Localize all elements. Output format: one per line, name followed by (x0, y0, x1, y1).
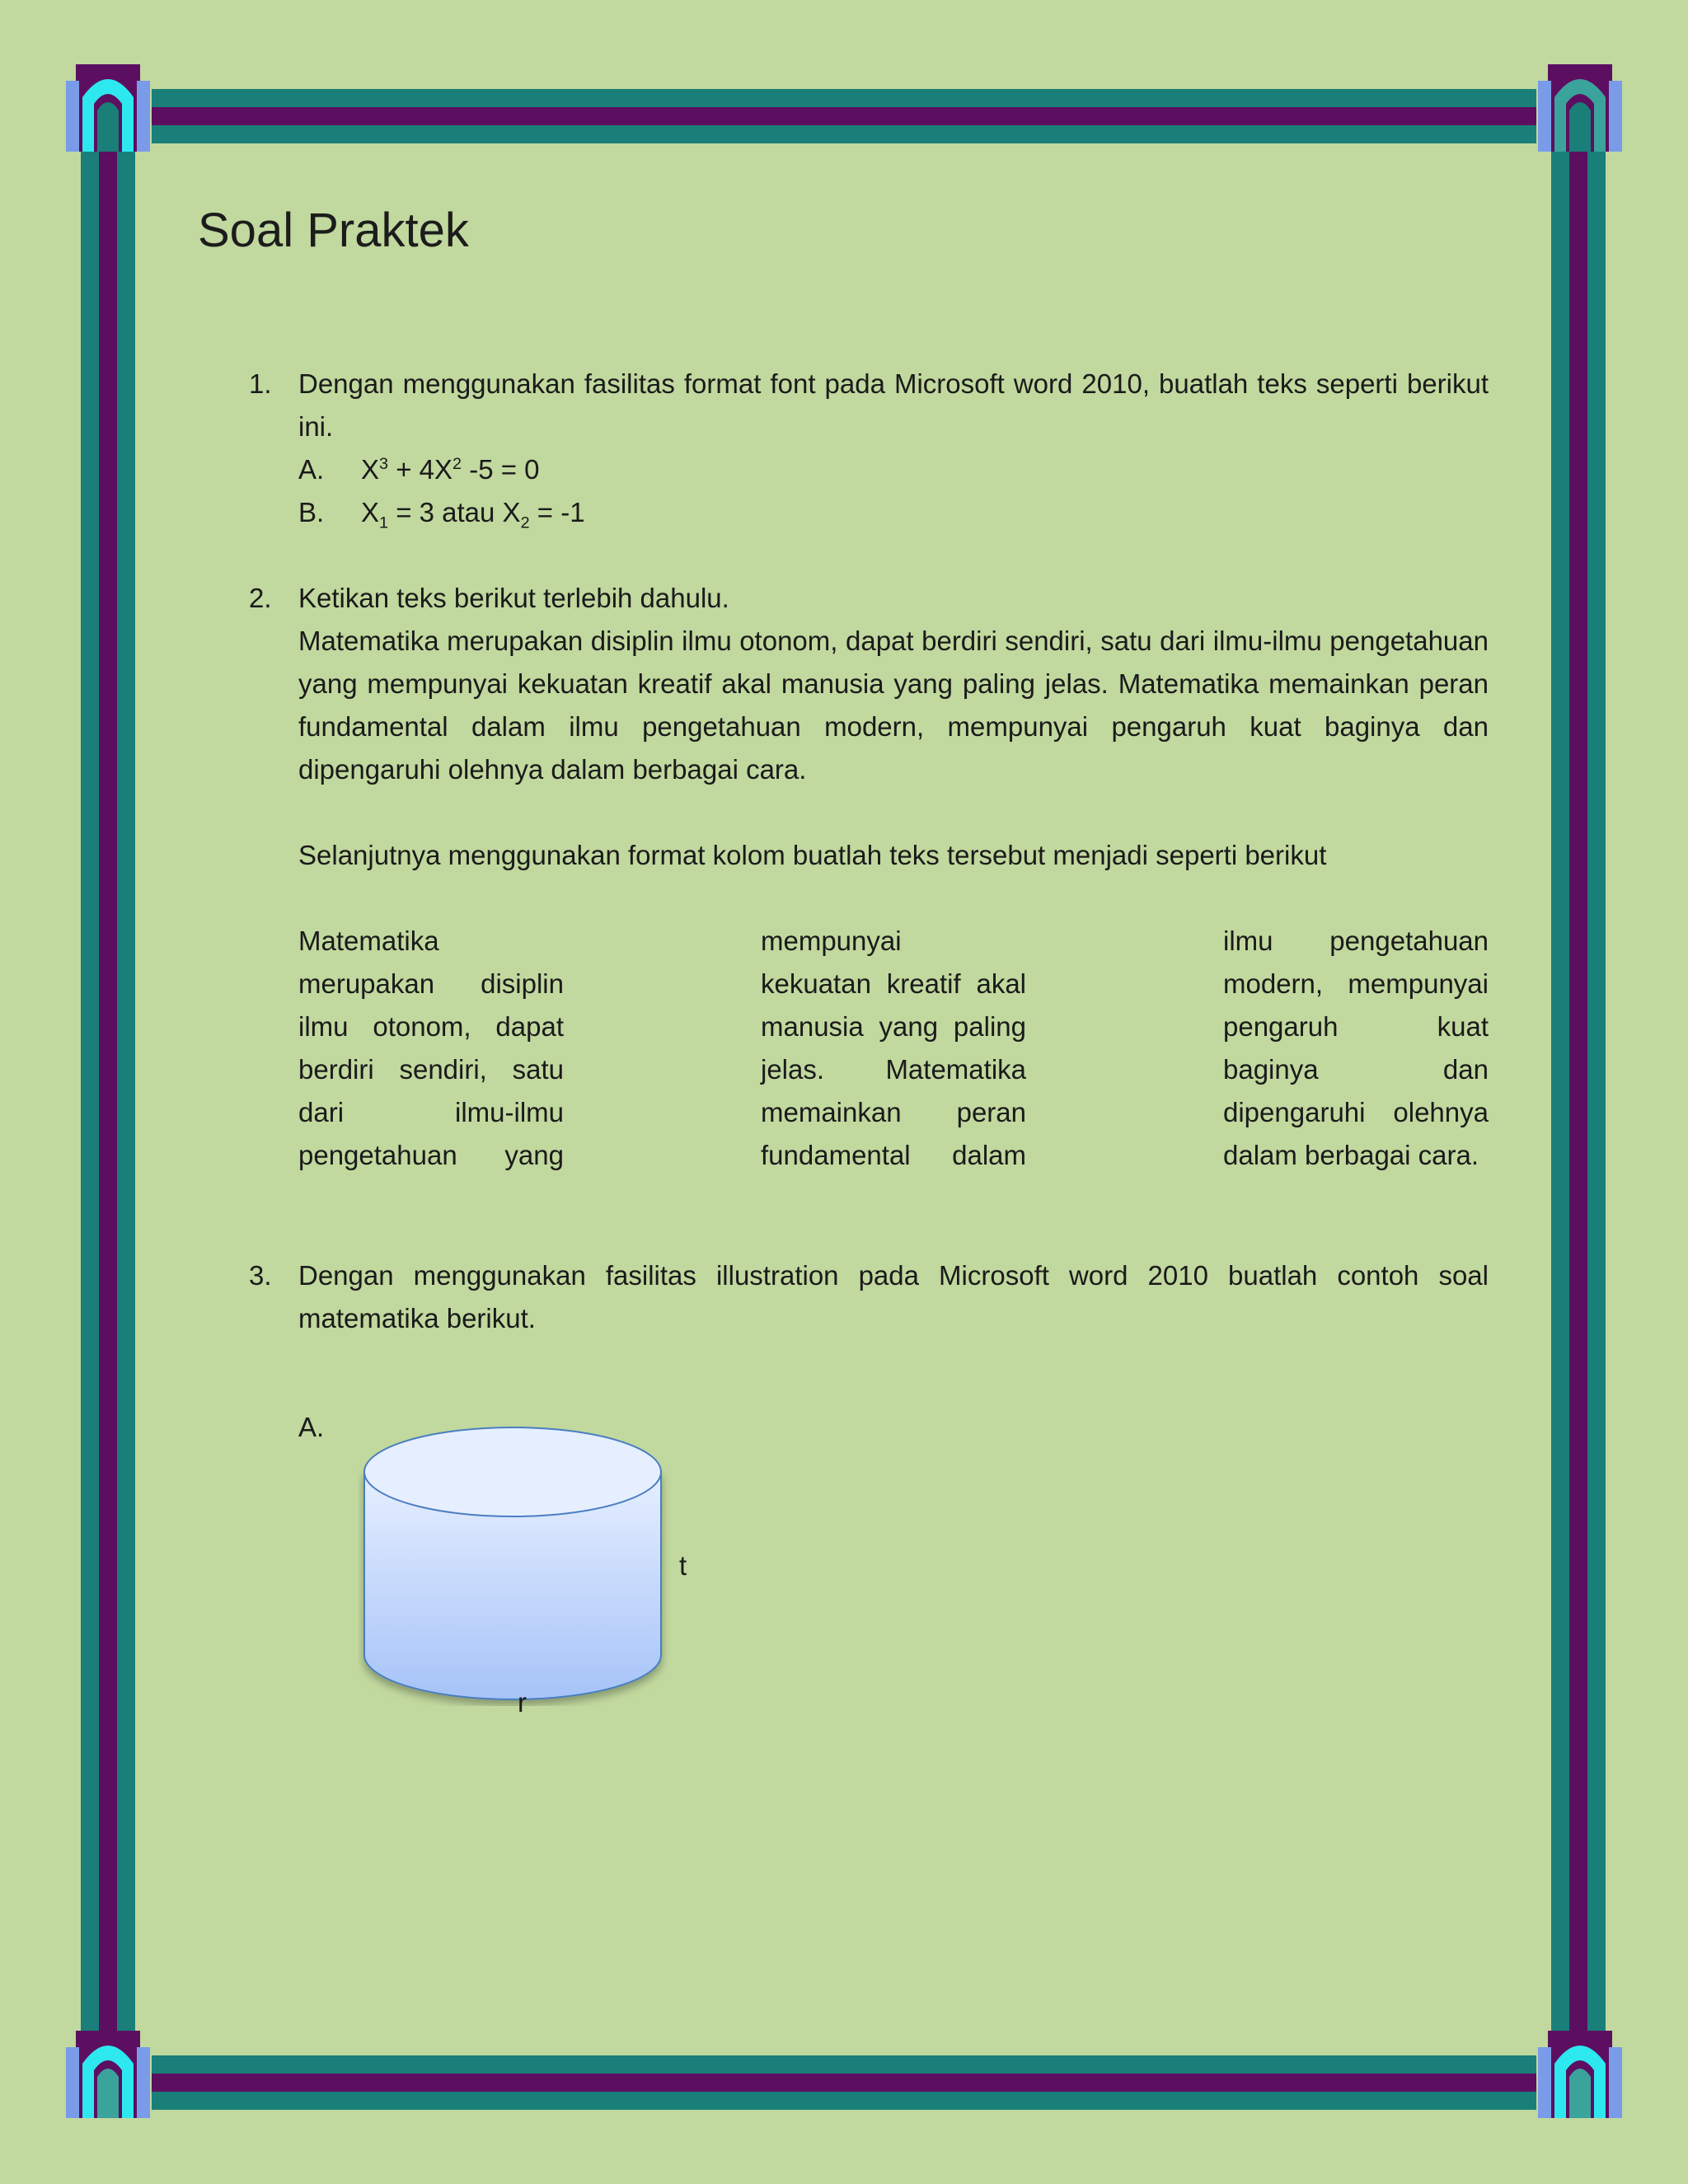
border-bottom (150, 2055, 1538, 2110)
cylinder-shape (358, 1426, 671, 1706)
corner-ornament-top-right (1536, 64, 1624, 152)
column-line: berdiri sendiri, satu (298, 1054, 564, 1085)
equation-part: -5 = 0 (462, 454, 540, 485)
equation-part: + 4X (388, 454, 453, 485)
border-top (150, 89, 1538, 143)
question-text: Dengan menggunakan fasilitas illustration pada Microsoft word 2010 buatlah contoh soal matematika berikut. (298, 1260, 1489, 1333)
column-line: fundamental dalam (761, 1140, 1026, 1170)
column-line: dipengaruhi olehnya (1223, 1097, 1489, 1127)
column-line: ilmu pengetahuan (1223, 926, 1489, 956)
equation-part: X (361, 497, 380, 527)
text-column-2 (761, 920, 1026, 1177)
column-line: jelas. Matematika (761, 1054, 1026, 1085)
column-line: kekuatan kreatif akal (761, 968, 1026, 999)
exponent: 2 (452, 455, 462, 473)
column-line: mempunyai (761, 926, 902, 956)
equation-label: A. (298, 454, 325, 485)
subscript: 1 (379, 513, 389, 532)
column-line: pengetahuan yang (298, 1140, 564, 1170)
document-body (198, 363, 1489, 1752)
figure-label: A. (298, 1412, 325, 1442)
equation-label: B. (298, 497, 325, 527)
column-line: memainkan peran (761, 1097, 1026, 1127)
height-label: t (679, 1550, 687, 1581)
column-line: pengaruh kuat (1223, 1011, 1489, 1042)
column-line: dalam berbagai cara. (1223, 1140, 1479, 1170)
equation-a (298, 448, 1489, 491)
column-line: Matematika (298, 926, 439, 956)
column-layout (298, 920, 1489, 1177)
equation-part: = -1 (529, 497, 585, 527)
corner-ornament-bottom-left (64, 2031, 152, 2118)
subscript: 2 (520, 513, 530, 532)
corner-ornament-bottom-right (1536, 2031, 1624, 2118)
text-column-3 (1223, 920, 1489, 1177)
column-line: merupakan disiplin (298, 968, 564, 999)
question-3 (198, 1254, 1489, 1752)
question-number: 2. (249, 583, 272, 613)
corner-ornament-top-left (64, 64, 152, 152)
column-instruction: Selanjutnya menggunakan format kolom buatlah teks tersebut menjadi seperti berikut (298, 840, 1327, 870)
question-number: 3. (249, 1260, 272, 1291)
question-2 (198, 577, 1489, 1177)
column-line: ilmu otonom, dapat (298, 1011, 564, 1042)
text-column-1 (298, 920, 564, 1177)
source-paragraph: Matematika merupakan disiplin ilmu otonom, dapat berdiri sendiri, satu dari ilmu-ilmu pengetahuan yang mempunyai kekuatan kreatif akal manusia yang paling jelas. Matematika memainkan peran fundamental dalam ilmu pengetahuan modern, mempunyai pengaruh kuat baginya dan dipengaruhi olehnya dalam berbagai cara. (298, 626, 1489, 785)
border-right (1551, 150, 1606, 2034)
column-line: baginya dan (1223, 1054, 1489, 1085)
question-number: 1. (249, 368, 272, 399)
border-left (81, 150, 135, 2034)
question-text: Dengan menggunakan fasilitas format font pada Microsoft word 2010, buatlah teks seperti berikut ini. (298, 368, 1489, 442)
column-line: manusia yang paling (761, 1011, 1026, 1042)
question-intro: Ketikan teks berikut terlebih dahulu. (298, 583, 729, 613)
column-line: dari ilmu-ilmu (298, 1097, 564, 1127)
question-1 (198, 363, 1489, 534)
equation-part: = 3 atau X (388, 497, 521, 527)
page-title: Soal Praktek (198, 204, 469, 257)
equation-b (298, 491, 1489, 534)
column-line: modern, mempunyai (1223, 968, 1489, 999)
equation-part: X (361, 454, 380, 485)
cylinder-figure (298, 1406, 1489, 1752)
radius-label: r (518, 1687, 527, 1718)
exponent: 3 (379, 455, 389, 473)
